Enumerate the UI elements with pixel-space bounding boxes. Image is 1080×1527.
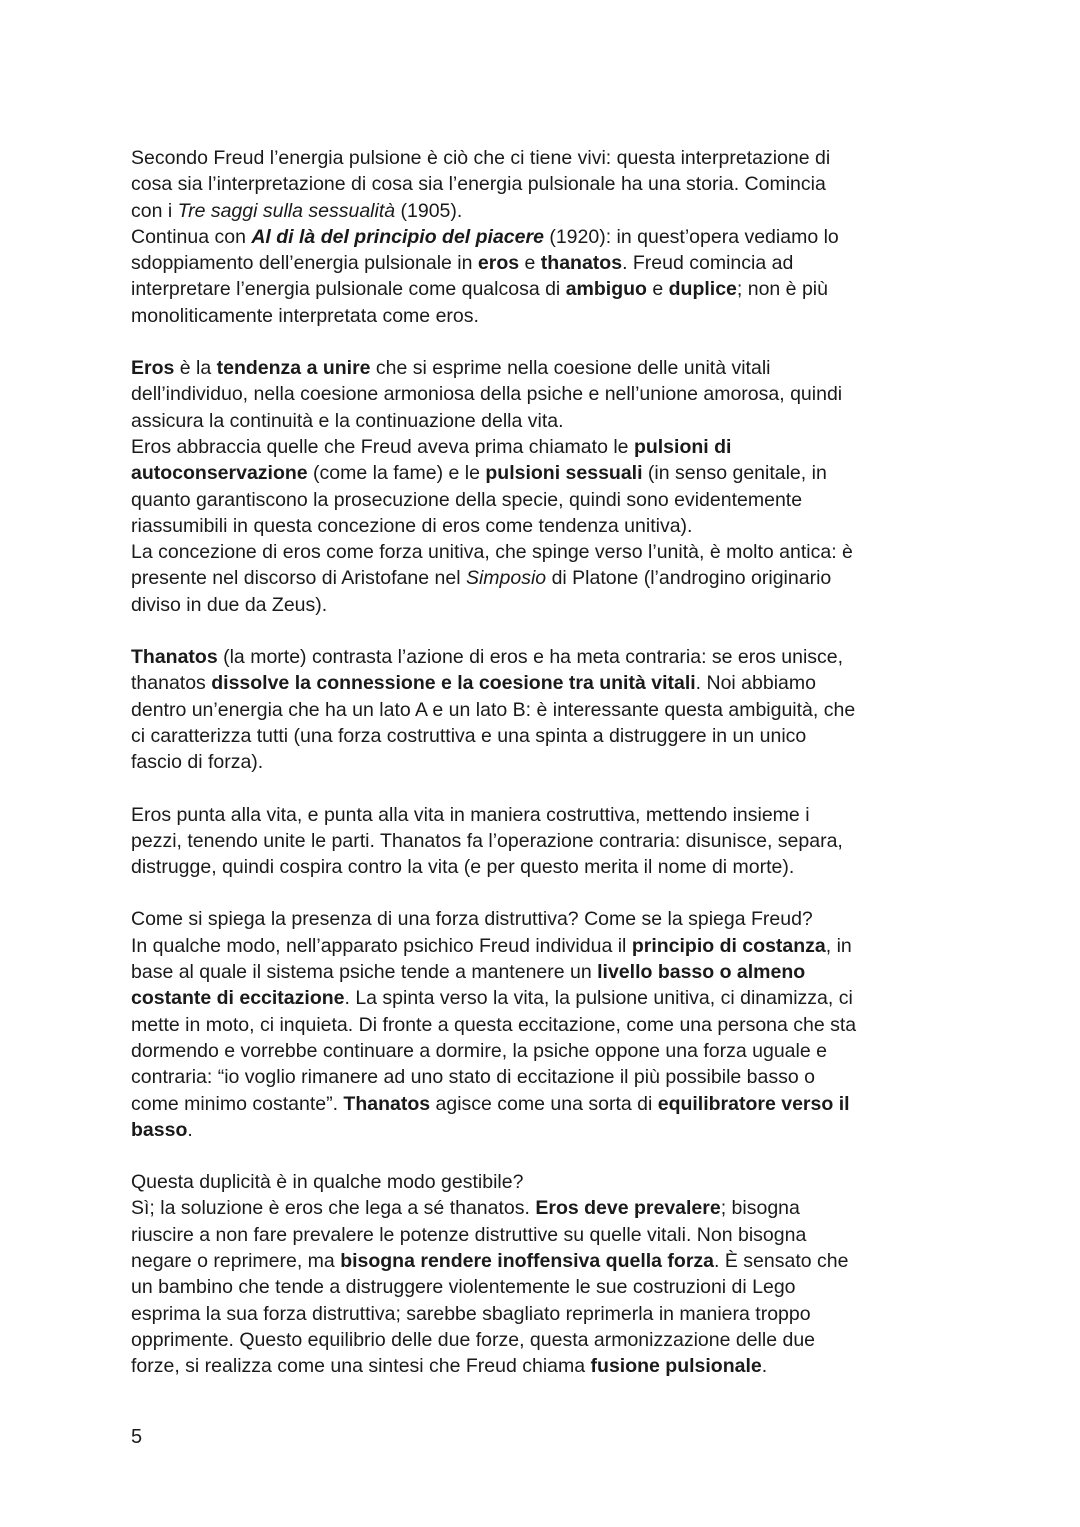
bold-text: principio di costanza <box>631 934 826 957</box>
paragraph-gap <box>131 1143 961 1169</box>
text-line <box>131 1012 961 1038</box>
paragraph-gap <box>131 880 961 906</box>
text-run: distrugge, quindi cospira contro la vita (e per questo merita il nome di morte). <box>131 856 795 879</box>
text-line <box>131 933 961 959</box>
bold-text: Thanatos <box>343 1092 431 1115</box>
text-run: esprima la sua forza distruttiva; sarebbe sbagliato reprimerla in maniera troppo <box>131 1302 811 1325</box>
text-line <box>131 355 961 381</box>
bold-text: thanatos <box>540 252 623 275</box>
text-run: Continua con <box>131 225 252 248</box>
text-line <box>131 460 961 486</box>
text-line <box>131 802 961 828</box>
paragraph <box>131 355 961 618</box>
bold-text: Eros deve prevalere <box>535 1197 721 1220</box>
text-run: presente nel discorso di Aristofane nel <box>131 567 466 590</box>
bold-text: equilibratore verso il <box>657 1092 850 1115</box>
italic-text: Simposio <box>465 567 547 590</box>
text-line <box>131 276 961 302</box>
text-line <box>131 513 961 539</box>
text-run: In qualche modo, nell’apparato psichico Freud individua il <box>131 934 632 957</box>
text-line <box>131 145 961 171</box>
bold-text: bisogna rendere inoffensiva quella forza <box>340 1249 715 1272</box>
text-run: diviso in due da Zeus). <box>131 593 328 616</box>
text-line <box>131 381 961 407</box>
text-run: Secondo Freud l’energia pulsione è ciò che ci tiene vivi: questa interpretazione di <box>131 147 831 169</box>
text-run: ; bisogna <box>720 1197 800 1220</box>
text-run: Eros punta alla vita, e punta alla vita in maniera costruttiva, mettendo insieme i <box>131 803 810 826</box>
text-line <box>131 670 961 696</box>
paragraph <box>131 906 961 1143</box>
text-run: base al quale il sistema psiche tende a mantenere un <box>131 961 598 984</box>
text-line <box>131 1327 961 1353</box>
bold-text: livello basso o almeno <box>597 961 806 984</box>
text-run: un bambino che tende a distruggere violentemente le sue costruzioni di Lego <box>131 1276 796 1299</box>
bold-text: dissolve la connessione e la coesione tra unità vitali <box>211 672 696 695</box>
text-line <box>131 854 961 880</box>
paragraph-gap <box>131 618 961 644</box>
text-run: La concezione di eros come forza unitiva, che spinge verso l’unità, è molto antica: è <box>131 541 853 564</box>
text-line <box>131 1248 961 1274</box>
bold-text: autoconservazione <box>131 462 308 485</box>
bold-text: Thanatos <box>131 646 218 669</box>
text-run: e <box>646 278 669 301</box>
text-run: Eros abbraccia quelle che Freud aveva prima chiamato le <box>131 435 634 458</box>
bold-text: basso <box>131 1118 188 1141</box>
text-run: contraria: “io voglio rimanere ad uno stato di eccitazione il più possibile basso o <box>131 1066 815 1089</box>
paragraph-gap <box>131 776 961 802</box>
text-line <box>131 1353 961 1379</box>
paragraph <box>131 145 961 329</box>
bold-text: eros <box>477 252 520 275</box>
paragraph <box>131 802 961 881</box>
text-run: dormendo e vorrebbe continuare a dormire, la psiche oppone una forza uguale e <box>131 1039 827 1062</box>
bold-text: tendenza a unire <box>216 357 371 380</box>
text-run: (in senso genitale, in <box>642 462 827 485</box>
text-run: con i <box>131 199 178 222</box>
text-run: forze, si realizza come una sintesi che Freud chiama <box>131 1355 591 1378</box>
text-line <box>131 1222 961 1248</box>
text-line <box>131 250 961 276</box>
text-run: ; non è più <box>736 278 828 301</box>
paragraph-gap <box>131 329 961 355</box>
italic-text: Tre saggi sulla sessualità <box>177 199 396 222</box>
text-run: negare o reprimere, ma <box>131 1249 341 1272</box>
text-line <box>131 565 961 591</box>
paragraph <box>131 1169 961 1379</box>
text-run: Come si spiega la presenza di una forza distruttiva? Come se la spiega Freud? <box>131 908 813 931</box>
text-line <box>131 959 961 985</box>
text-run: (la morte) contrasta l’azione di eros e ha meta contraria: se eros unisce, <box>217 646 844 669</box>
text-run: (1920): in quest’opera vediamo lo <box>543 225 839 248</box>
text-run: ci caratterizza tutti (una forza costruttiva e una spinta a distruggere in un unico <box>131 724 807 747</box>
text-run: è la <box>174 357 217 380</box>
text-line <box>131 303 961 329</box>
page-number: 5 <box>131 1426 143 1448</box>
text-run: agisce come una sorta di <box>430 1092 658 1115</box>
text-line <box>131 198 961 224</box>
text-run: . <box>187 1118 193 1141</box>
text-run: mette in moto, ci inquieta. Di fronte a questa eccitazione, come una persona che sta <box>131 1013 857 1036</box>
text-run: dell’individuo, nella coesione armoniosa della psiche e nell’unione amorosa, quindi <box>131 383 843 406</box>
text-run: che si esprime nella coesione delle unità vitali <box>370 357 771 380</box>
text-run: cosa sia l’interpretazione di cosa sia l’energia pulsionale ha una storia. Comincia <box>131 173 826 196</box>
text-line <box>131 487 961 513</box>
text-line <box>131 1064 961 1090</box>
text-run: quanto garantiscono la prosecuzione della specie, quindi sono evidentemente <box>131 488 803 511</box>
paragraph <box>131 644 961 775</box>
text-run: come minimo costante”. <box>131 1092 344 1115</box>
text-run: sdoppiamento dell’energia pulsionale in <box>131 252 478 275</box>
text-line <box>131 723 961 749</box>
bold-text: ambiguo <box>565 278 647 301</box>
text-line <box>131 1274 961 1300</box>
text-line <box>131 749 961 775</box>
text-run: opprimente. Questo equilibrio delle due forze, questa armonizzazione delle due <box>131 1328 816 1351</box>
text-run: thanatos <box>131 672 212 695</box>
bold-text: pulsioni sessuali <box>485 462 643 485</box>
text-line <box>131 828 961 854</box>
text-line <box>131 644 961 670</box>
text-run: assicura la continuità e la continuazione della vita. <box>131 409 564 432</box>
text-run: fascio di forza). <box>131 751 264 774</box>
text-run: (1905). <box>395 199 463 222</box>
text-run: monoliticamente interpretata come eros. <box>131 304 479 327</box>
text-line <box>131 1117 961 1143</box>
text-line <box>131 1169 961 1195</box>
text-run: . È sensato che <box>714 1249 849 1272</box>
text-line <box>131 592 961 618</box>
text-line <box>131 906 961 932</box>
text-line <box>131 697 961 723</box>
text-line <box>131 539 961 565</box>
text-run: dentro un’energia che ha un lato A e un lato B: è interessante questa ambiguità, che <box>131 698 856 721</box>
text-run: Sì; la soluzione è eros che lega a sé thanatos. <box>131 1197 536 1220</box>
text-line <box>131 434 961 460</box>
bold-text: Eros <box>131 357 175 380</box>
text-run: riuscire a non fare prevalere le potenze distruttive su quelle vitali. Non bisogna <box>131 1223 807 1246</box>
bold-text: duplice <box>668 278 737 301</box>
text-run: . Freud comincia ad <box>622 252 794 275</box>
text-run: . La spinta verso la vita, la pulsione unitiva, ci dinamizza, ci <box>344 987 853 1010</box>
text-run: interpretare l’energia pulsionale come qualcosa di <box>131 278 566 301</box>
bold-text: costante di eccitazione <box>131 987 345 1010</box>
bold-italic-text: Al di là del principio del piacere <box>251 225 544 248</box>
text-line <box>131 1195 961 1221</box>
text-line <box>131 408 961 434</box>
text-line <box>131 1301 961 1327</box>
bold-text: fusione pulsionale <box>590 1355 762 1378</box>
text-run: , in <box>825 934 852 957</box>
document-body <box>131 145 961 1379</box>
text-line <box>131 1091 961 1117</box>
bold-text: pulsioni di <box>633 435 732 458</box>
text-line <box>131 1038 961 1064</box>
text-line <box>131 224 961 250</box>
text-run: di Platone (l’androgino originario <box>546 567 832 590</box>
text-run: . <box>761 1355 768 1378</box>
text-run: pezzi, tenendo unite le parti. Thanatos fa l’operazione contraria: disunisce, separa, <box>131 829 843 852</box>
text-run: (come la fame) e le <box>307 462 486 485</box>
text-run: Questa duplicità è in qualche modo gestibile? <box>131 1171 524 1194</box>
text-run: e <box>519 252 541 275</box>
text-run: riassumibili in questa concezione di eros come tendenza unitiva). <box>131 514 693 537</box>
text-run: . Noi abbiamo <box>695 672 816 695</box>
text-line <box>131 985 961 1011</box>
text-line <box>131 171 961 197</box>
